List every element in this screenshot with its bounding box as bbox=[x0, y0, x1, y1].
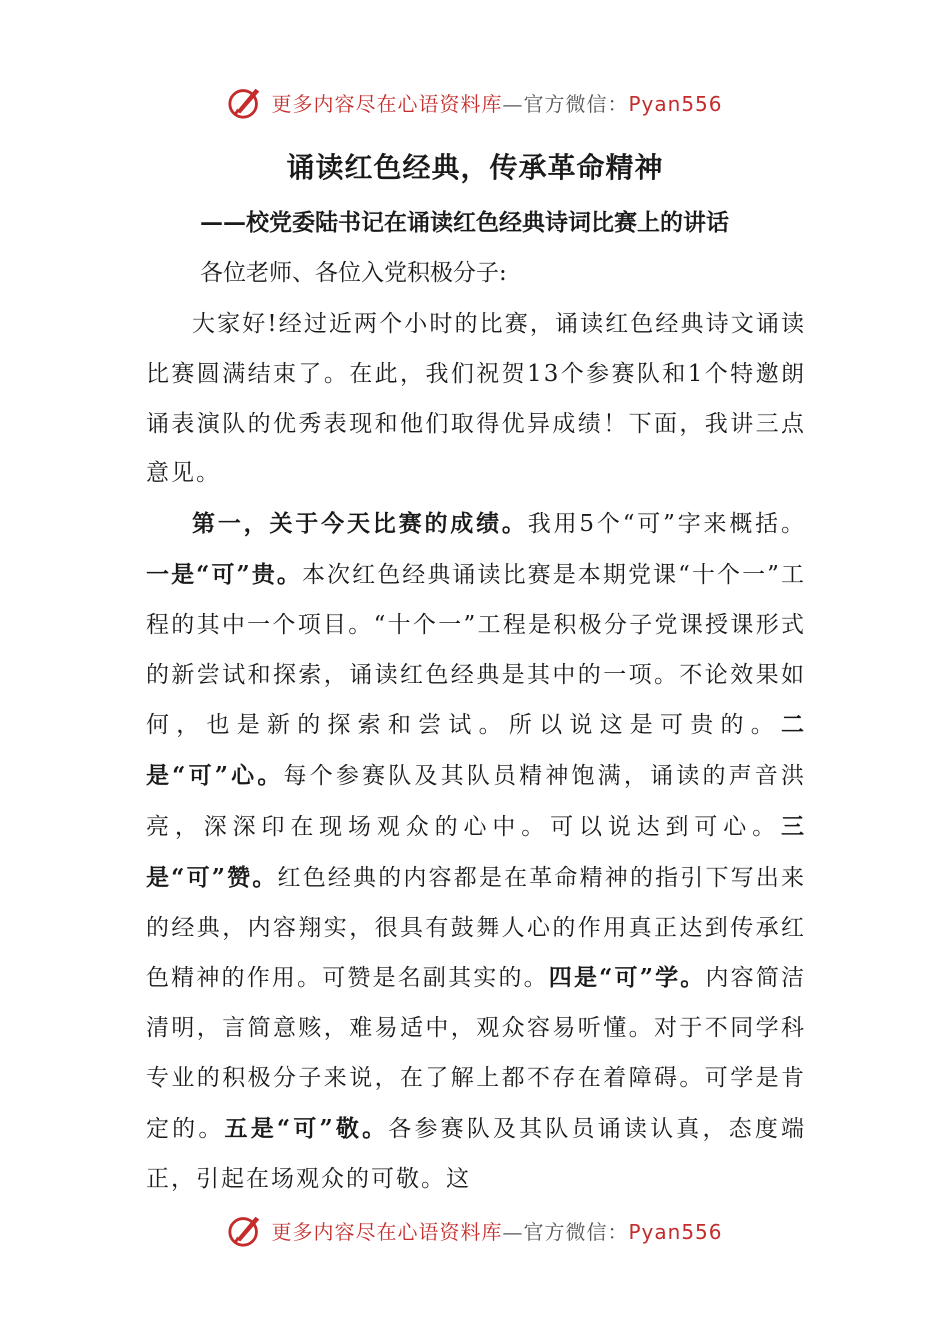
document-body bbox=[146, 300, 806, 1204]
banner-prefix: 更多内容尽在心语资料库 bbox=[271, 1219, 503, 1244]
quill-logo-icon bbox=[227, 1211, 265, 1249]
salutation: 各位老师、各位入党积极分子: bbox=[200, 260, 507, 286]
banner-text bbox=[271, 88, 722, 117]
banner-text bbox=[271, 1216, 722, 1245]
point-2-heading: 二是“可”心。 bbox=[146, 711, 806, 790]
header-watermark-banner bbox=[0, 82, 950, 122]
banner-label: 官方微信： bbox=[523, 1219, 629, 1244]
banner-label: 官方微信： bbox=[523, 91, 629, 116]
banner-dash: — bbox=[502, 1219, 524, 1244]
point-1-heading: 一是“可”贵。 bbox=[146, 560, 302, 588]
point-4-heading: 四是“可”学。 bbox=[548, 964, 706, 992]
point-5-text: 各参赛队及其队员诵读认真，态度端正，引起在场观众的可敬。这 bbox=[146, 1115, 807, 1192]
point-4-text: 内容简洁清明，言简意赅，难易适中，观众容易听懂。对于不同学科专业的积极分子来说，在了解上都不存在着障碍。可学是肯定的。 bbox=[146, 965, 807, 1142]
paragraph-opening: 大家好!经过近两个小时的比赛，诵读红色经典诗文诵读比赛圆满结束了。在此，我们祝贺13个参赛队和1个特邀朗诵表演队的优秀表现和他们取得优异成绩！下面，我讲三点意见。 bbox=[146, 311, 806, 487]
quill-logo-icon bbox=[227, 83, 265, 121]
document-title: 诵读红色经典，传承革命精神 bbox=[286, 151, 664, 184]
point-5-heading: 五是“可”敬。 bbox=[224, 1114, 389, 1142]
footer-watermark-banner bbox=[0, 1210, 950, 1250]
banner-prefix: 更多内容尽在心语资料库 bbox=[271, 91, 503, 116]
section-intro: 我用5个“可”字来概括。 bbox=[527, 511, 806, 538]
section-heading: 第一，关于今天比赛的成绩。 bbox=[192, 510, 528, 538]
paragraph-first-point bbox=[146, 499, 806, 1204]
banner-id: Pyan556 bbox=[628, 91, 723, 116]
document-subtitle: ——校党委陆书记在诵读红色经典诗词比赛上的讲话 bbox=[200, 209, 729, 236]
point-3-heading: 三是“可”赞。 bbox=[146, 812, 806, 891]
banner-id: Pyan556 bbox=[628, 1219, 723, 1244]
point-3-text: 红色经典的内容都是在革命精神的指引下写出来的经典，内容翔实，很具有鼓舞人心的作用真正达到传承红色精神的作用。可赞是名副其实的。 bbox=[146, 864, 807, 992]
point-1-text: 本次红色经典诵读比赛是本期党课“十个一”工程的其中一个项目。“十个一”工程是积极分子党课授课形式的新尝试和探索，诵读红色经典是其中的一项。不论效果如何，也是新的探索和尝试。所以说这是可贵的。 bbox=[146, 561, 806, 739]
point-2-text: 每个参赛队及其队员精神饱满，诵读的声音洪亮，深深印在现场观众的心中。可以说达到可心。 bbox=[146, 763, 806, 840]
banner-dash: — bbox=[502, 91, 524, 116]
